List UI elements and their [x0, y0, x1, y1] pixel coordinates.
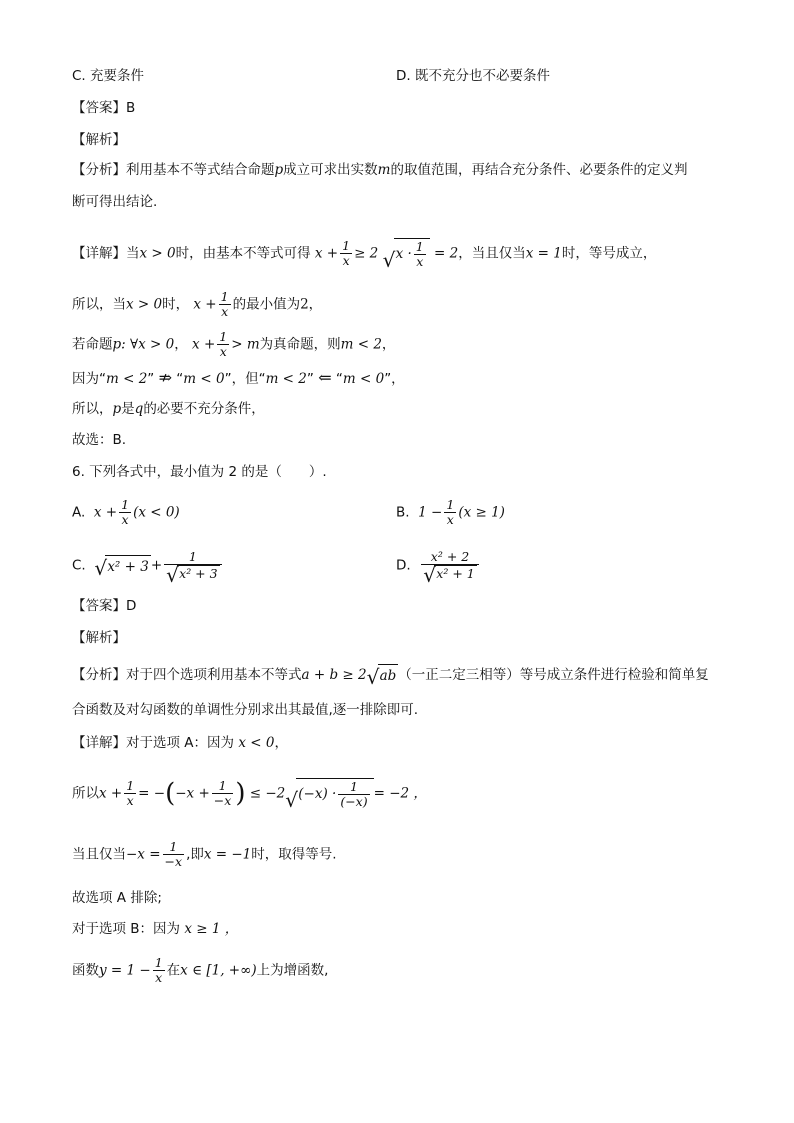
fenxi-5-line2: 断可得出结论. — [72, 194, 158, 210]
hanshu-6: 函数y = 1 − $\frac{1}{x}$ 在x ∈ [1, +∞)上为增函数, — [72, 955, 329, 985]
option-a-6: A. x + $\frac{1}{x}$ (x < 0) — [72, 497, 180, 527]
guxuan-5: 故选：B. — [72, 432, 127, 448]
option-d-6: D. x² + 2 √ x² + 1 — [396, 550, 481, 581]
fenxi-6-line2: 合函数及对勾函数的单调性分别求出其最值,逐一排除即可. — [72, 702, 419, 718]
analysis-head-6: 【解析】 — [72, 630, 126, 646]
suoyi-5-1: 所以，当x > 0时， x + $\frac{1}{x}$ 的最小值为2， — [72, 289, 323, 319]
dangqie-6: 当且仅当−x = $\frac{1}{-x}$ ,即x = −1时，取得等号. — [72, 839, 337, 869]
suoyi-5-2: 所以，p是q的必要不充分条件， — [72, 401, 265, 417]
analysis-head-5: 【解析】 — [72, 132, 126, 148]
answer-5: 【答案】B — [72, 100, 136, 116]
ruo-5: 若命题p: ∀x > 0， x + $\frac{1}{x}$ > m为真命题，则m < 2， — [72, 329, 396, 359]
xuanxiang-b-6: 对于选项 B：因为 x ≥ 1 ， — [72, 921, 239, 937]
option-c-6: C. √ x² + 3 + 1 √ x² + 3 — [72, 550, 224, 581]
option-b-6: B. 1 − $\frac{1}{x}$ (x ≥ 1) — [396, 497, 505, 527]
fenxi-5: 【分析】利用基本不等式结合命题p成立可求出实数m的取值范围，再结合充分条件、必要条件的定义判 — [72, 162, 688, 178]
yinwei-5: 因为“m < 2” ⇏ “m < 0”，但“m < 2” ⇐ “m < 0”， — [72, 368, 405, 387]
option-c: C. 充要条件 — [72, 68, 145, 84]
question-6-stem: 6. 下列各式中，最小值为 2 的是（ ）. — [72, 464, 327, 480]
option-d: D. 既不充分也不必要条件 — [396, 68, 550, 84]
xiangjie-6: 【详解】对于选项 A：因为 x < 0， — [72, 735, 288, 751]
answer-6: 【答案】D — [72, 598, 137, 614]
fenxi-6: 【分析】对于四个选项利用基本不等式a + b ≥ 2√ ab （一正二定三相等）等号成立条件进行检验和简单复 — [72, 664, 709, 686]
suoyi-6: 所以x + $\frac{1}{x}$ = −(−x + $\frac{1}{-x}$ ) ≤ −2√ (−x) · $\frac{1}{(-x)}$ = −2 ， — [72, 778, 427, 809]
paichu-6: 故选项 A 排除; — [72, 890, 162, 906]
xiangjie-5: 【详解】当x > 0时，由基本不等式可得 x + $\frac{1}{x}$ ≥ 2 √ x · $\frac{1}{x}$ = 2，当且仅当x = 1时，等号成立， — [72, 238, 656, 269]
